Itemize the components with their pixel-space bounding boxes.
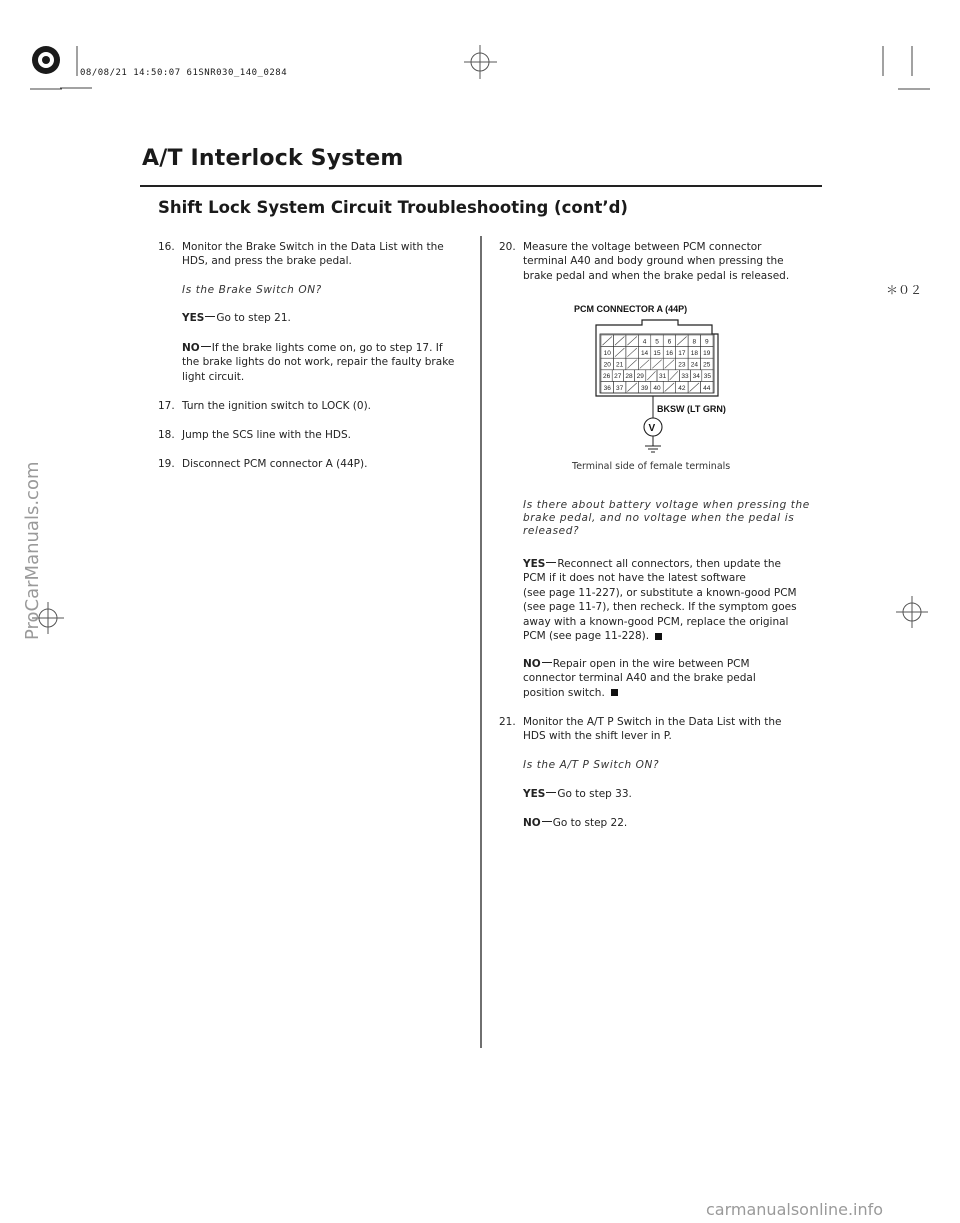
dash (542, 821, 552, 822)
pin-number: 28 (625, 373, 633, 381)
step16-question: Is the Brake Switch ON? (182, 284, 322, 296)
step-text: Turn the ignition switch to LOCK (0). (182, 400, 372, 412)
yes-label: YES (182, 312, 205, 324)
pin-number: 21 (616, 361, 624, 369)
step-text: brake pedal and when the brake pedal is released. (523, 269, 790, 282)
step-text: Disconnect PCM connector A (44P). (182, 458, 368, 470)
print-stamp: 08/08/21 14:50:07 61SNR030_140_0284 (80, 68, 288, 78)
step20-yes-answer (523, 557, 823, 643)
yes-text-line: Reconnect all connectors, then update the (557, 558, 781, 570)
no-label: NO (523, 658, 541, 670)
step21-yes-answer (523, 787, 632, 801)
pin-number: 31 (658, 373, 667, 381)
yes-text-line: away with a known-good PCM, replace the original (523, 615, 789, 628)
yes-label: YES (523, 788, 546, 800)
no-text-line: Repair open in the wire between PCM (552, 658, 750, 670)
yes-text-line: PCM if it does not have the latest software (523, 572, 746, 585)
pin-number: 14 (640, 350, 649, 357)
question-line: brake pedal, and no voltage when the pedal is (523, 512, 795, 524)
step-number: 19. (158, 458, 175, 470)
wire-label: BKSW (LT GRN) (657, 404, 726, 414)
pin-number: 10 (603, 350, 611, 357)
pin-number: 37 (616, 384, 624, 392)
pin-number: 20 (603, 361, 611, 369)
no-text-line: the brake lights do not work, repair the faulty brake (182, 356, 455, 369)
step-number: 17. (158, 400, 175, 412)
pin-number: 40 (653, 384, 661, 392)
yes-text: Go to step 21. (216, 312, 291, 324)
step-number: 20. (499, 241, 516, 253)
pin-number: 24 (690, 361, 698, 369)
step-number: 16. (158, 241, 175, 253)
pin-number: 44 (703, 384, 711, 392)
step16-yes-answer (182, 311, 291, 325)
empty-pin-slash (627, 383, 636, 392)
step21-no-answer (523, 816, 627, 830)
diagram-title: PCM CONNECTOR A (44P) (574, 304, 688, 314)
pin-number: 29 (636, 373, 644, 381)
yes-text-line: (see page 11-7), then recheck. If the symptom goes (523, 601, 797, 614)
yes-label: YES (523, 558, 546, 570)
step20-question (523, 499, 823, 538)
empty-pin-slash (615, 348, 624, 357)
pin-number: 17 (678, 350, 686, 357)
dash (201, 346, 211, 347)
section-title: A/T Interlock System (142, 146, 404, 171)
empty-pin-slash (603, 337, 612, 346)
pin-number: 18 (690, 350, 698, 357)
pin-number: 34 (692, 373, 700, 381)
dash (546, 792, 556, 793)
pin-number: 27 (614, 373, 622, 381)
empty-pin-slash (670, 371, 678, 380)
question-line: Is there about battery voltage when pressing the (523, 499, 810, 511)
step16-no-answer (182, 341, 482, 384)
pin-number: 6 (667, 338, 672, 346)
step-text: HDS with the shift lever in P. (523, 730, 672, 743)
pin-number: 25 (703, 361, 711, 369)
pin-number: 5 (655, 338, 659, 346)
side-watermark: ProCarManuals.com (22, 461, 43, 640)
no-text-line: position switch. (523, 686, 605, 699)
dash (205, 316, 215, 317)
pin-number: 19 (703, 350, 711, 357)
empty-pin-slash (665, 383, 674, 392)
end-mark-icon (655, 633, 662, 640)
step-text: terminal A40 and body ground when pressing the (523, 255, 784, 268)
pin-number: 4 (642, 338, 647, 346)
step-text: Monitor the A/T P Switch in the Data List with the (523, 716, 782, 728)
no-label: NO (523, 817, 541, 829)
empty-pin-slash (652, 360, 661, 369)
yes-text-line: PCM (see page 11-228). (523, 630, 650, 643)
question-line: released? (523, 525, 580, 537)
corner-code: ＊０２ (886, 283, 923, 297)
step20-no-answer (523, 657, 823, 700)
step21-question: Is the A/T P Switch ON? (523, 759, 660, 771)
ground-icon (645, 446, 661, 452)
pin-number: 36 (603, 384, 611, 392)
step-text: Measure the voltage between PCM connector (523, 241, 762, 253)
no-text-line: connector terminal A40 and the brake pedal (523, 672, 756, 685)
empty-pin-slash (627, 337, 636, 346)
yes-text-line: (see page 11-227), or substitute a known-good PCM (523, 586, 797, 599)
pin-number: 15 (653, 350, 661, 357)
pin-number: 9 (704, 338, 709, 346)
yes-text: Go to step 33. (557, 788, 632, 800)
bottom-watermark: carmanualsonline.info (706, 1200, 884, 1219)
no-text: Go to step 22. (552, 817, 628, 829)
no-text-line: light circuit. (182, 370, 245, 383)
dash (542, 662, 552, 663)
pin-number: 39 (640, 384, 649, 392)
voltmeter-symbol: V (648, 423, 656, 434)
crosshair-icon (464, 45, 497, 79)
step-text: Monitor the Brake Switch in the Data List with the (182, 241, 444, 253)
pin-number: 35 (703, 373, 712, 381)
pin-number: 8 (692, 338, 697, 346)
empty-pin-slash (627, 348, 636, 357)
empty-pin-slash (647, 371, 655, 380)
step-number: 21. (499, 716, 516, 728)
pcm-connector-diagram (560, 300, 760, 475)
pin-number: 16 (665, 350, 674, 357)
registration-target-icon (32, 46, 60, 74)
step-text: HDS, and press the brake pedal. (182, 255, 352, 268)
empty-pin-slash (640, 360, 649, 369)
no-label: NO (182, 342, 200, 354)
step-text: Jump the SCS line with the HDS. (182, 429, 352, 441)
subsection-title: Shift Lock System Circuit Troubleshooting (cont’d) (158, 198, 628, 217)
empty-pin-slash (690, 383, 699, 392)
pin-number: 42 (678, 384, 686, 392)
end-mark-icon (611, 689, 618, 696)
pin-number: 33 (681, 373, 689, 381)
pin-number: 26 (602, 373, 611, 381)
empty-pin-slash (627, 360, 636, 369)
empty-pin-slash (677, 337, 686, 346)
empty-pin-slash (665, 360, 674, 369)
pin-number: 23 (678, 361, 686, 369)
crosshair-icon (896, 596, 928, 628)
voltmeter-icon (644, 418, 662, 436)
dash (546, 562, 556, 563)
pin-grid (601, 335, 713, 393)
no-text-line: If the brake lights come on, go to step 17. If (211, 342, 443, 354)
empty-pin-slash (615, 337, 624, 346)
step-number: 18. (158, 429, 175, 441)
diagram-caption: Terminal side of female terminals (572, 461, 731, 472)
